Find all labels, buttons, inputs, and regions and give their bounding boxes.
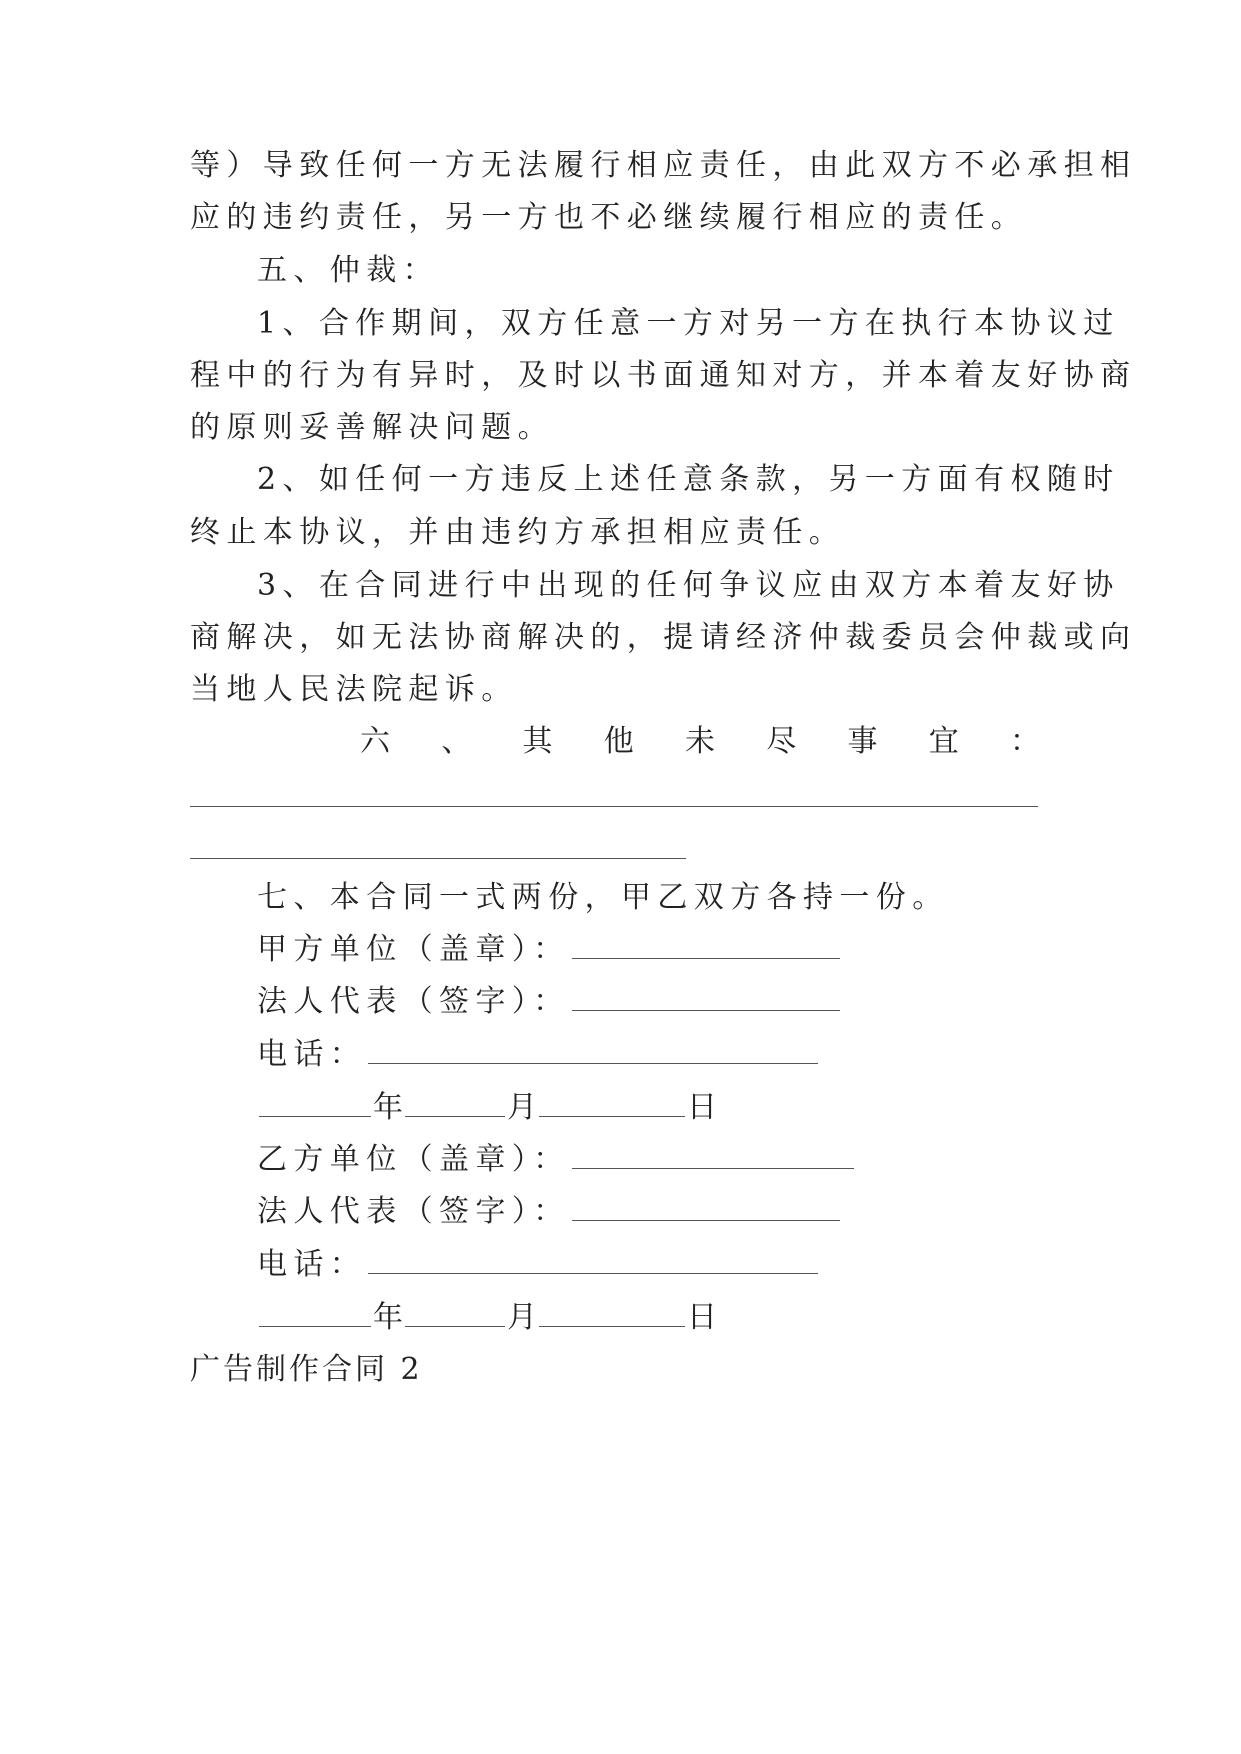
year-label: 年 bbox=[373, 1300, 403, 1335]
party-a-rep-blank bbox=[572, 984, 840, 1011]
party-b-unit-blank bbox=[572, 1142, 854, 1169]
paragraph-line: 1、合作期间，双方任意一方对另一方在执行本协议过 bbox=[257, 306, 1120, 341]
party-b-unit-row bbox=[257, 1140, 1127, 1180]
heading-char: 、 bbox=[441, 724, 472, 759]
paragraph-line: 商解决，如无法协商解决的，提请经济仲裁委员会仲裁或向 bbox=[190, 620, 1137, 655]
heading-char: 他 bbox=[603, 724, 634, 759]
party-a-unit-label: 甲方单位（盖章）： bbox=[257, 932, 570, 967]
month-blank bbox=[405, 1300, 505, 1327]
day-label: 日 bbox=[687, 1300, 717, 1335]
next-contract-title: 广告制作合同 2 bbox=[190, 1352, 423, 1387]
party-a-unit-blank bbox=[572, 932, 840, 959]
party-b-date-row bbox=[257, 1298, 1127, 1338]
paragraph-line: 应的违约责任，另一方也不必继续履行相应的责任。 bbox=[190, 200, 1028, 235]
party-b-phone-blank bbox=[368, 1247, 818, 1274]
party-b-rep-blank bbox=[572, 1194, 840, 1221]
heading-char: 未 bbox=[685, 724, 715, 759]
section-heading-other-matters bbox=[360, 722, 1040, 762]
paragraph-line: 3、在合同进行中出现的任何争议应由双方本着友好协 bbox=[257, 568, 1120, 603]
month-label: 月 bbox=[507, 1300, 537, 1335]
month-label: 月 bbox=[507, 1090, 537, 1125]
month-blank bbox=[405, 1090, 505, 1117]
paragraph-line: 程中的行为有异时，及时以书面通知对方，并本着友好协商 bbox=[190, 358, 1137, 393]
party-b-phone-row bbox=[257, 1245, 1127, 1285]
paragraph-line: 的原则妥善解决问题。 bbox=[190, 410, 554, 445]
party-a-rep-label: 法人代表（签字）： bbox=[257, 984, 570, 1019]
heading-char: 宜 bbox=[928, 724, 959, 759]
party-a-phone-blank bbox=[368, 1037, 818, 1064]
paragraph-line: 终止本协议，并由违约方承担相应责任。 bbox=[190, 515, 846, 550]
party-b-rep-label: 法人代表（签字）： bbox=[257, 1194, 570, 1229]
heading-char: 尽 bbox=[766, 724, 797, 759]
party-b-phone-label: 电话： bbox=[257, 1247, 367, 1282]
day-blank bbox=[539, 1300, 685, 1327]
fill-in-blank-line bbox=[190, 858, 686, 859]
paragraph-line: 当地人民法院起诉。 bbox=[190, 672, 518, 707]
party-b-rep-row bbox=[257, 1192, 1127, 1232]
day-label: 日 bbox=[687, 1090, 717, 1125]
year-blank bbox=[259, 1090, 371, 1117]
party-a-unit-row bbox=[257, 930, 1127, 970]
paragraph-line: 七、本合同一式两份，甲乙双方各持一份。 bbox=[257, 880, 949, 915]
party-a-phone-row bbox=[257, 1035, 1127, 1075]
party-b-unit-label: 乙方单位（盖章）： bbox=[257, 1142, 570, 1177]
paragraph-line: 等）导致任何一方无法履行相应责任，由此双方不必承担相 bbox=[190, 148, 1137, 183]
fill-in-blank-line bbox=[190, 806, 1038, 807]
day-blank bbox=[539, 1090, 685, 1117]
party-a-phone-label: 电话： bbox=[257, 1037, 367, 1072]
party-a-date-row bbox=[257, 1088, 1127, 1128]
heading-char: 事 bbox=[847, 724, 878, 759]
paragraph-line: 2、如任何一方违反上述任意条款，另一方面有权随时 bbox=[257, 462, 1120, 497]
year-label: 年 bbox=[373, 1090, 403, 1125]
section-heading-arbitration: 五、仲裁： bbox=[257, 253, 439, 288]
heading-char: 其 bbox=[522, 724, 553, 759]
heading-char: ： bbox=[1010, 724, 1040, 759]
heading-char: 六 bbox=[360, 724, 390, 759]
year-blank bbox=[259, 1300, 371, 1327]
party-a-rep-row bbox=[257, 982, 1127, 1022]
